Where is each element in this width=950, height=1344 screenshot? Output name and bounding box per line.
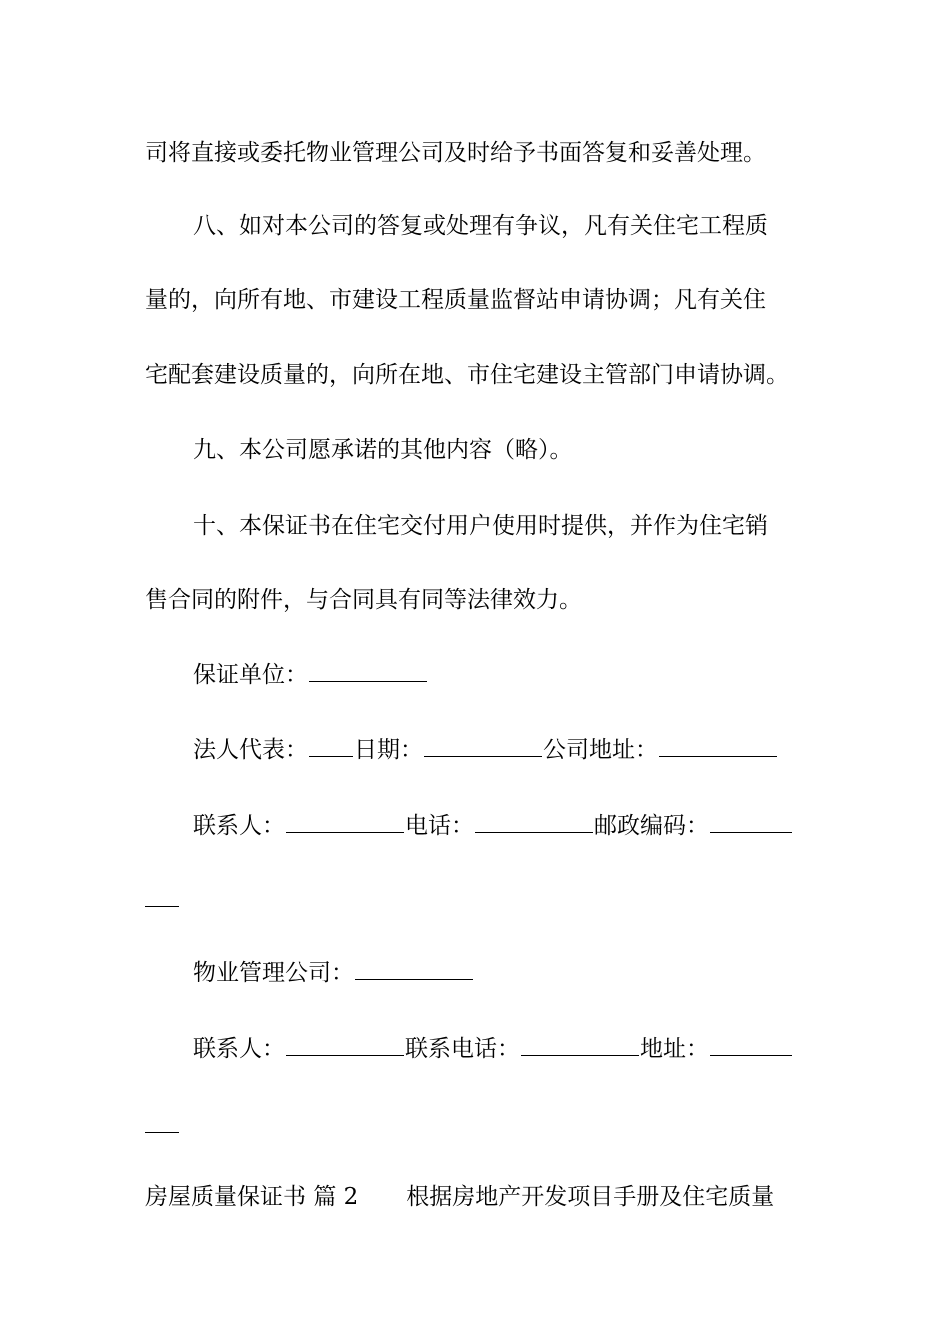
date-label: 日期：	[354, 737, 423, 763]
contact2-blank	[286, 1035, 404, 1056]
address-blank-continued	[145, 1132, 179, 1133]
next-section-heading	[145, 1182, 810, 1212]
paragraph-line-5: 九、本公司愿承诺的其他内容（略）。	[193, 437, 573, 463]
postcode-label: 邮政编码：	[594, 813, 709, 839]
section-title: 房屋质量保证书	[145, 1184, 306, 1210]
paragraph-line-4: 宅配套建设质量的，向所在地、市住宅建设主管部门申请协调。	[145, 362, 789, 388]
legal-rep-row	[145, 735, 810, 765]
address-blank	[710, 1035, 792, 1056]
contact-phone-blank	[521, 1035, 639, 1056]
contact-label: 联系人：	[193, 813, 285, 839]
postcode-blank	[710, 812, 792, 833]
contact-blank	[286, 812, 404, 833]
phone-blank	[475, 812, 593, 833]
property-company-row	[145, 958, 810, 988]
contact2-row	[145, 1034, 810, 1064]
property-company-label: 物业管理公司：	[193, 960, 354, 986]
section-lead-text: 根据房地产开发项目手册及住宅质量	[406, 1184, 775, 1210]
paragraph-line-6: 十、本保证书在住宅交付用户使用时提供，并作为住宅销	[193, 513, 768, 539]
paragraph-line-1: 司将直接或委托物业管理公司及时给予书面答复和妥善处理。	[145, 140, 766, 166]
contact2-label: 联系人：	[193, 1036, 285, 1062]
date-blank	[424, 736, 542, 757]
legal-rep-blank	[309, 736, 353, 757]
postcode-blank-continued	[145, 906, 179, 907]
contact-phone-label: 联系电话：	[405, 1036, 520, 1062]
company-address-blank	[659, 736, 777, 757]
company-address-label: 公司地址：	[543, 737, 658, 763]
section-number: 篇 2	[313, 1184, 359, 1210]
guarantor-label: 保证单位：	[193, 662, 308, 688]
address-label: 地址：	[640, 1036, 709, 1062]
guarantor-row	[145, 660, 810, 690]
guarantor-blank	[309, 661, 427, 682]
paragraph-line-2: 八、如对本公司的答复或处理有争议，凡有关住宅工程质	[193, 213, 768, 239]
paragraph-line-3: 量的，向所有地、市建设工程质量监督站申请协调；凡有关住	[145, 287, 766, 313]
contact-row	[145, 811, 810, 841]
paragraph-line-7: 售合同的附件，与合同具有同等法律效力。	[145, 587, 582, 613]
phone-label: 电话：	[405, 813, 474, 839]
property-company-blank	[355, 959, 473, 980]
legal-rep-label: 法人代表：	[193, 737, 308, 763]
